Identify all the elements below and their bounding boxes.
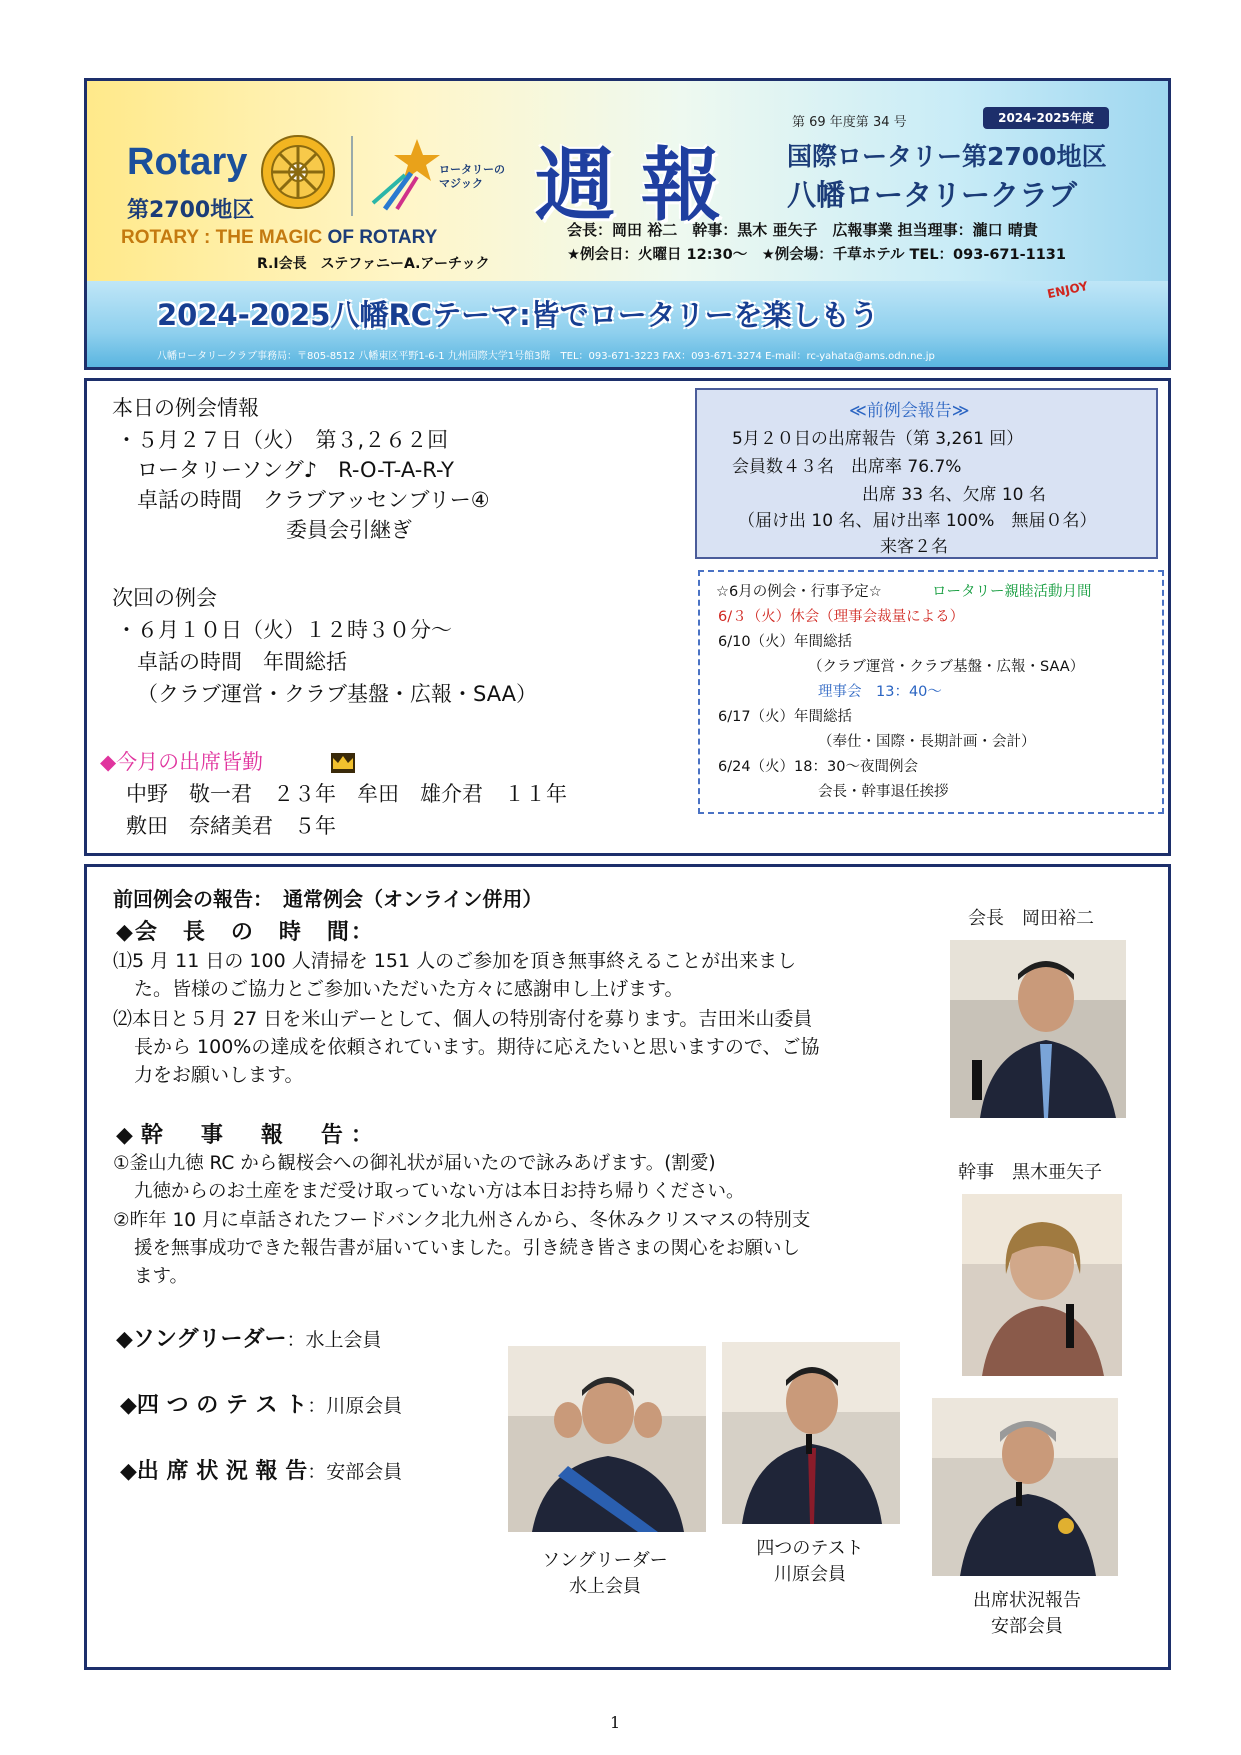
club-theme: 2024-2025八幡RCテーマ:皆でロータリーを楽しもう [157, 298, 879, 332]
song-leader-caption-1: ソングリーダー [542, 1550, 668, 1571]
previous-report-line5: 来客２名 [880, 537, 948, 557]
attendance-caption-1: 出席状況報告 [973, 1590, 1081, 1611]
previous-report-line3: 出席 33 名、欠席 10 名 [862, 485, 1046, 505]
song-leader-label: ◆ソングリーダー [116, 1327, 287, 1352]
june-month-theme: ロータリー親睦活動月間 [932, 584, 1092, 600]
president-heading: ◆会 長 の 時 間： [116, 920, 375, 945]
president-caption: 会長 岡田裕二 [968, 908, 1094, 929]
issue-number: 第 69 年度第 34 号 [792, 115, 907, 130]
june-item2: 6/10（火）年間総括 [718, 634, 853, 650]
office-address: 八幡ロータリークラブ事務局：〒805-8512 八幡東区平野1-6-1 九州国際大学1号館3階 TEL：093-671-3223 FAX：093-671-3274 E-mail：rc-yahata@ams.odn.ne.jp [157, 351, 935, 362]
meeting-info-line: ★例会日：火曜日 12:30～ ★例会場：千草ホテル TEL：093-671-1131 [567, 247, 1066, 263]
attendance-photo [932, 1398, 1118, 1576]
four-test-name: ：川原会員 [307, 1395, 403, 1417]
today-heading: 本日の例会情報 [112, 396, 259, 420]
attendance-caption [952, 1588, 1102, 1640]
song-leader-row [116, 1322, 382, 1354]
attendance-row [120, 1454, 402, 1486]
header-banner [84, 78, 1171, 370]
june-item4-sub: 会長・幹事退任挨拶 [818, 784, 949, 800]
four-test-caption-2: 川原会員 [774, 1564, 846, 1585]
song-leader-caption-2: 水上会員 [569, 1576, 641, 1597]
rotary-wheel-icon [259, 133, 337, 211]
today-date: ・５月２７日（火） 第３,２６２回 [116, 428, 449, 452]
june-item3: 6/17（火）年間総括 [718, 709, 853, 725]
magic-logo-text-1: ロータリーの [439, 163, 505, 176]
four-test-caption [740, 1536, 880, 1588]
today-talk-sub: 委員会引継ぎ [286, 518, 412, 542]
president-p2c: 力をお願いします。 [134, 1064, 304, 1086]
magic-slogan-suffix: OF ROTARY [322, 227, 438, 248]
secretary-s1b: 九徳からのお土産をまだ受け取っていない方は本日お持ち帰りください。 [134, 1181, 745, 1202]
next-date: ・６月１０日（火）１２時３０分～ [116, 618, 452, 642]
attendance-label: ◆出 席 状 況 報 告 [120, 1459, 308, 1484]
june-item3-sub: （奉仕・国際・長期計画・会計） [818, 734, 1036, 750]
secretary-s1a: ①釜山九徳 RC から観桜会への御礼状が届いたので詠みあげます。(割愛) [113, 1153, 716, 1174]
president-p2b: 長から 100%の達成を依頼されています。期待に応えたいと思いますので、ご協 [134, 1036, 820, 1058]
magic-logo-text-2: マジック [439, 177, 483, 190]
president-p2a: ⑵本日と５月 27 日を米山デーとして、個人の特別寄付を募ります。吉田米山委員 [113, 1008, 813, 1030]
magic-slogan [121, 227, 437, 249]
page-number: 1 [610, 1713, 621, 1732]
president-photo [950, 940, 1126, 1118]
previous-report-line2: 会員数４３名 出席率 76.7% [732, 457, 962, 477]
song-leader-name: ：水上会員 [286, 1329, 382, 1351]
today-song: ロータリーソング♪ R-O-T-A-R-Y [137, 458, 454, 482]
june-item4: 6/24（火）18：30～夜間例会 [718, 759, 918, 775]
four-test-photo [722, 1342, 900, 1524]
banner-top [87, 81, 1168, 281]
theme-band [87, 278, 1168, 367]
enjoy-badge: ENJOY [1045, 278, 1090, 302]
june-item2-sub: （クラブ運営・クラブ基盤・広報・SAA） [808, 659, 1085, 675]
june-heading: ☆6月の例会・行事予定☆ [716, 584, 882, 600]
previous-report-line1: 5月２０日の出席報告（第 3,261 回） [732, 429, 1024, 449]
next-heading: 次回の例会 [112, 586, 217, 610]
president-p1a: ⑴5 月 11 日の 100 人清掃を 151 人のご参加を頂き無事終えることが出来まし [113, 950, 797, 972]
rotary-wordmark: Rotary [127, 141, 248, 183]
four-test-label: ◆四 つ の テ ス ト [120, 1393, 308, 1418]
next-talk: 卓話の時間 年間総括 [137, 650, 347, 674]
newsletter-title: 週報 [535, 138, 747, 232]
four-test-caption-1: 四つのテスト [756, 1538, 864, 1559]
next-talk-sub: （クラブ運営・クラブ基盤・広報・SAA） [137, 682, 538, 706]
magic-slogan-prefix: ROTARY : THE MAGIC [121, 227, 323, 248]
june-item1: 6/３（火）休会（理事会裁量による） [718, 609, 965, 625]
perfect-attendance-line2: 敷田 奈緒美君 ５年 [126, 814, 336, 838]
secretary-s2c: ます。 [134, 1266, 189, 1287]
secretary-photo [962, 1194, 1122, 1376]
district-title: 国際ロータリー第2700地区 [787, 142, 1107, 171]
secretary-heading: ◆幹 事 報 告： [116, 1123, 381, 1148]
song-leader-photo [508, 1346, 706, 1532]
june-item2-board: 理事会 13：40～ [818, 684, 942, 700]
secretary-caption: 幹事 黒木亜矢子 [958, 1162, 1102, 1183]
attendance-name: ：安部会員 [307, 1461, 403, 1483]
secretary-s2b: 援を無事成功できた報告書が届いていました。引き続き皆さまの関心をお願いし [134, 1238, 801, 1259]
perfect-attendance-line1: 中野 敬一君 ２３年 牟田 雄介君 １１年 [126, 782, 567, 806]
club-title: 八幡ロータリークラブ [787, 178, 1078, 212]
four-test-row [120, 1388, 402, 1420]
crown-icon [330, 752, 356, 774]
previous-report-line4: （届け出 10 名、届け出率 100% 無届０名） [738, 511, 1097, 531]
secretary-s2a: ②昨年 10 月に卓話されたフードバンク北九州さんから、冬休みクリスマスの特別支 [113, 1210, 811, 1231]
president-p1b: た。皆様のご協力とご参加いただいた方々に感謝申し上げます。 [134, 978, 684, 1000]
officers-line: 会長：岡田 裕二 幹事：黒木 亜矢子 広報事業 担当理事：瀧口 晴貴 [567, 221, 1038, 239]
year-badge: 2024-2025年度 [983, 107, 1109, 129]
today-talk: 卓話の時間 クラブアッセンブリー④ [137, 488, 490, 512]
previous-report-heading: ≪前例会報告≫ [849, 401, 970, 421]
logo-divider [351, 136, 353, 216]
district-small: 第2700地区 [127, 198, 255, 223]
magic-logo-text [439, 163, 505, 191]
ri-president: R.I会長 ステファニーA.アーチック [257, 256, 490, 272]
attendance-caption-2: 安部会員 [991, 1616, 1063, 1637]
perfect-attendance-heading: ◆今月の出席皆勤 [100, 750, 264, 774]
report-heading: 前回例会の報告： 通常例会（オンライン併用） [113, 887, 543, 911]
song-leader-caption [528, 1548, 682, 1600]
